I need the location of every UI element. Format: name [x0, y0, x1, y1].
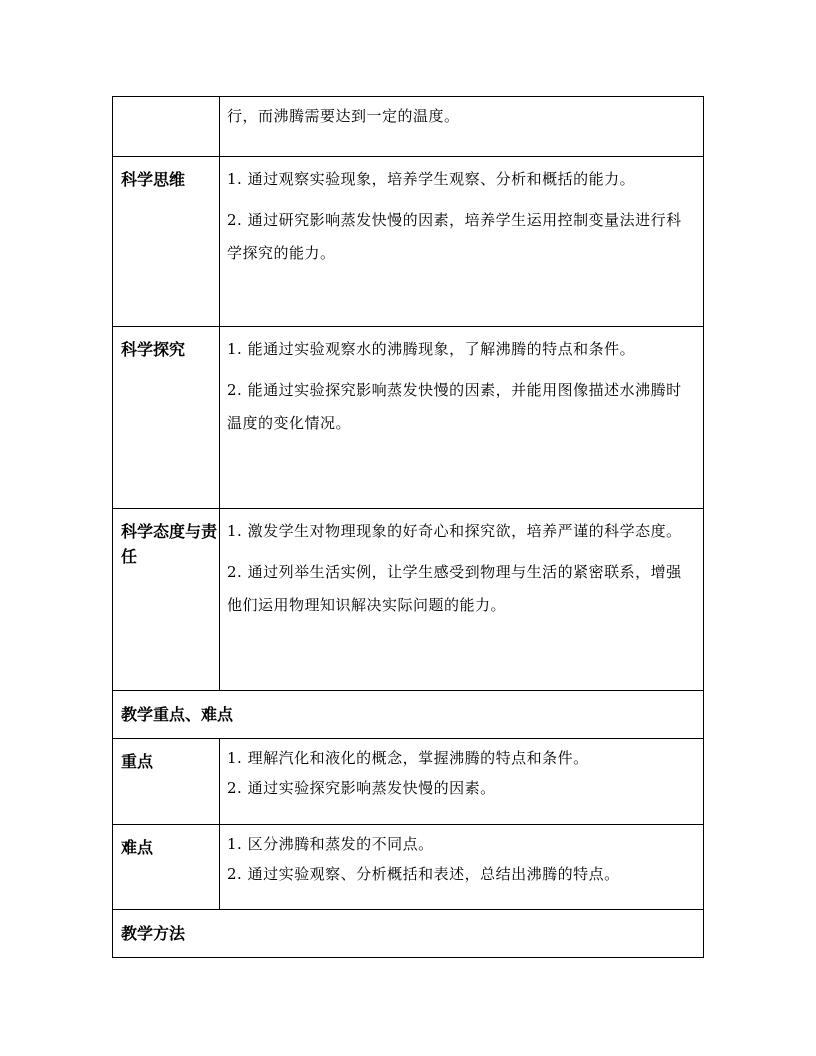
- row-label: 科学探究: [113, 327, 220, 509]
- content-line: 2. 通过实验探究影响蒸发快慢的因素。: [227, 779, 496, 797]
- row-content: [220, 97, 704, 157]
- content-line: 行，而沸腾需要达到一定的温度。: [227, 107, 460, 125]
- content-line: 2. 通过实验观察、分析概括和表述，总结出沸腾的特点。: [227, 865, 620, 883]
- section-header: 教学方法: [113, 910, 704, 958]
- row-label: 重点: [113, 739, 220, 825]
- content-line: 2. 能通过实验探究影响蒸发快慢的因素，并能用图像描述水沸腾时温度的变化情况。: [227, 381, 682, 432]
- row-content: [220, 327, 704, 509]
- row-content: [220, 509, 704, 691]
- row-content: [220, 157, 704, 327]
- table-row: [113, 327, 704, 509]
- row-label: 科学态度与责任: [113, 509, 220, 691]
- row-content: [220, 825, 704, 910]
- section-header: 教学重点、难点: [113, 691, 704, 739]
- content-line: 2. 通过列举生活实例，让学生感受到物理与生活的紧密联系，增强他们运用物理知识解决实际问题的能力。: [227, 563, 682, 614]
- table-row: [113, 910, 704, 958]
- row-content: [220, 739, 704, 825]
- content-line: 1. 激发学生对物理现象的好奇心和探究欲，培养严谨的科学态度。: [227, 522, 682, 540]
- content-line: 1. 通过观察实验现象，培养学生观察、分析和概括的能力。: [227, 170, 636, 188]
- content-line: 1. 能通过实验观察水的沸腾现象，了解沸腾的特点和条件。: [227, 340, 636, 358]
- content-line: 1. 区分沸腾和蒸发的不同点。: [227, 835, 434, 853]
- content-line: 2. 通过研究影响蒸发快慢的因素，培养学生运用控制变量法进行科学探究的能力。: [227, 211, 682, 262]
- table-row: [113, 691, 704, 739]
- table-row: [113, 825, 704, 910]
- table-row: [113, 157, 704, 327]
- lesson-plan-table: [112, 96, 704, 958]
- content-line: 1. 理解汽化和液化的概念，掌握沸腾的特点和条件。: [227, 749, 589, 767]
- row-label: [113, 97, 220, 157]
- table-row: [113, 509, 704, 691]
- table-row: [113, 739, 704, 825]
- row-label: 难点: [113, 825, 220, 910]
- row-label: 科学思维: [113, 157, 220, 327]
- table-row: [113, 97, 704, 157]
